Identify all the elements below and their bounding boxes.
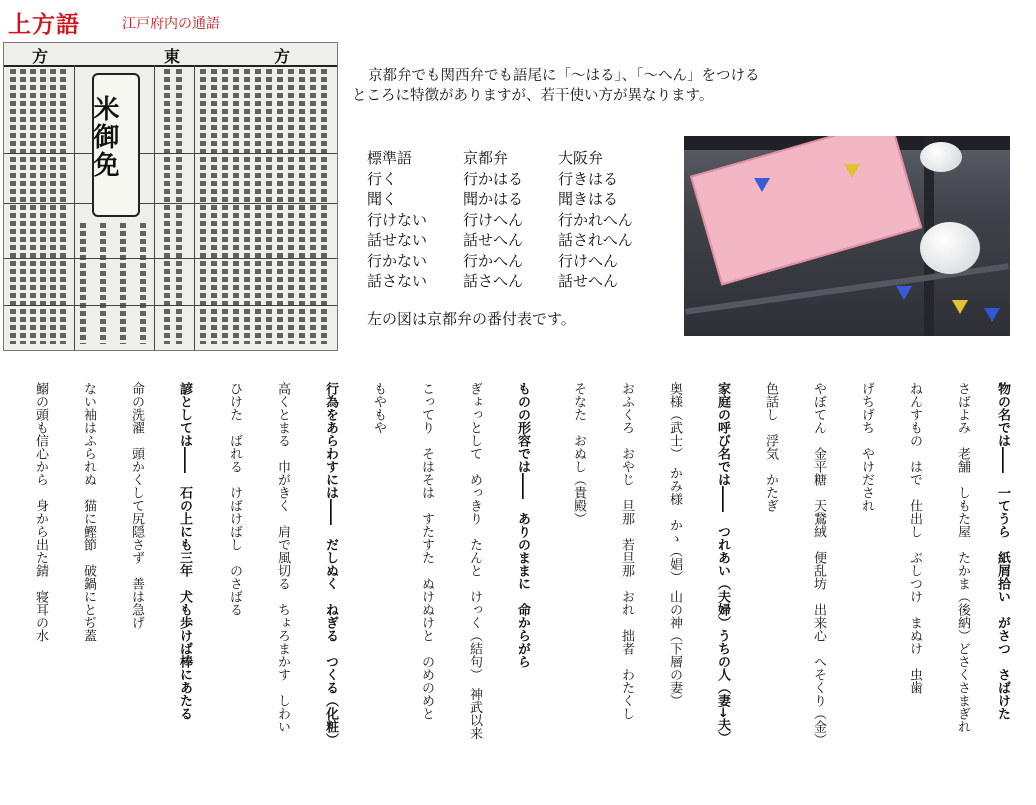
comparison-column-kyoto (463, 148, 523, 292)
vertical-line: 色話し 浮気 かたぎ (763, 382, 778, 512)
cell: 話せない (367, 231, 428, 249)
vertical-line: もやもや (371, 382, 386, 434)
cell: 行けない (367, 210, 428, 229)
lantern-icon (920, 142, 962, 172)
cell: 話さない (367, 272, 428, 290)
cell: 行かれへん (558, 210, 633, 229)
intro-paragraph: 京都弁でも関西弁でも語尾に「～はる」、「～へん」をつけるところに特徴がありますが、若干使い方が異なります。 (352, 68, 760, 104)
vertical-line: 命の洗濯 頭かくして尻隠さず 善は急げ (129, 382, 144, 629)
vertical-line: こってり そはそは すたすた ぬけぬけと のめのめと (419, 382, 434, 720)
banzuke-top-right: 方 (274, 47, 291, 66)
cell: 行かない (367, 251, 428, 270)
cell: 聞きはる (558, 190, 619, 208)
cell: 聞く (367, 190, 398, 208)
vertical-line: やぼてん 金平糖 天鵞絨 便乱坊 出来心 へそくり（金） (811, 382, 826, 746)
page-title: 上方語 (8, 12, 80, 38)
banzuke-top-center: 東 (164, 47, 181, 66)
vertical-line: さばよみ 老舗 しもた屋 たかま（後納）どさくさまぎれ (955, 382, 970, 733)
cell: 話さへん (463, 272, 524, 290)
vertical-line: 鰯の頭も信心から 身から出た錆 寝耳の水 (33, 382, 48, 642)
banner-cloth (690, 136, 922, 286)
banzuke-top-left: 方 (32, 47, 49, 66)
vertical-line: 高くとまる 巾がきく 肩で風切る ちょろまかす しわい (275, 382, 290, 733)
vertical-line: 家庭の呼び名では―― つれあい（夫婦）うちの人（妻→夫） (715, 382, 730, 744)
vertical-line: ない袖はふられぬ 猫に鰹節 破鍋にとぢ蓋 (81, 382, 96, 642)
banzuke-note: 左の図は京都弁の番付表です。 (367, 310, 576, 328)
cell: 行けへん (463, 210, 524, 229)
vertical-line: ものの形容では―― ありのままに 命からがら (515, 382, 530, 668)
column-header: 大阪弁 (558, 149, 604, 167)
vertical-line: 物の名では―― 一てうら 紙屑拾い がさつ さばけた (995, 382, 1010, 720)
vertical-line: 諺としては―― 石の上にも三年 犬も歩けば棒にあたる (177, 382, 192, 720)
banzuke-center-title: 米御免 (89, 95, 119, 179)
cell: 行きはる (558, 169, 619, 188)
cell: 話せへん (558, 272, 619, 290)
column-header: 標準語 (367, 149, 413, 167)
column-header: 京都弁 (463, 149, 509, 167)
vertical-line: げちげち やけだされ (859, 382, 874, 512)
banzuke-image (3, 42, 338, 351)
vertical-line: ひけた ばれる けばけばし のさばる (227, 382, 242, 616)
cell: 行く (367, 169, 398, 188)
vertical-line: ねんすもの はで 仕出し ぶしつけ まぬけ 虫歯 (907, 382, 922, 694)
vertical-line: おふくろ おやじ 旦那 若旦那 おれ 拙者 わたくし (619, 382, 634, 720)
banzuke-header (4, 43, 337, 67)
cell: 聞かはる (463, 190, 524, 208)
vertical-line: 奥様（武士） かみ様 かゝ（娼） 山の神（下層の妻） (667, 382, 682, 707)
page-subtitle: 江戸府内の通語 (122, 16, 220, 32)
cell: 話せへん (463, 231, 524, 249)
cell: 話されへん (558, 231, 633, 249)
vertical-line: 行為をあらわすには―― だしぬく ねぎる つくる（化粧） (323, 382, 338, 746)
comparison-column-osaka (558, 148, 633, 292)
cell: 行けへん (558, 251, 619, 270)
banner-photo (684, 136, 1010, 336)
lantern-icon (920, 222, 980, 274)
comparison-column-standard (367, 148, 427, 292)
cell: 行かはる (463, 169, 524, 188)
vertical-line: そなた おぬし（貴殿） (571, 382, 586, 525)
vertical-line: ぎょっとして めっきり たんと けっく（結句） 神武以来 (467, 382, 482, 740)
cell: 行かへん (463, 251, 524, 270)
